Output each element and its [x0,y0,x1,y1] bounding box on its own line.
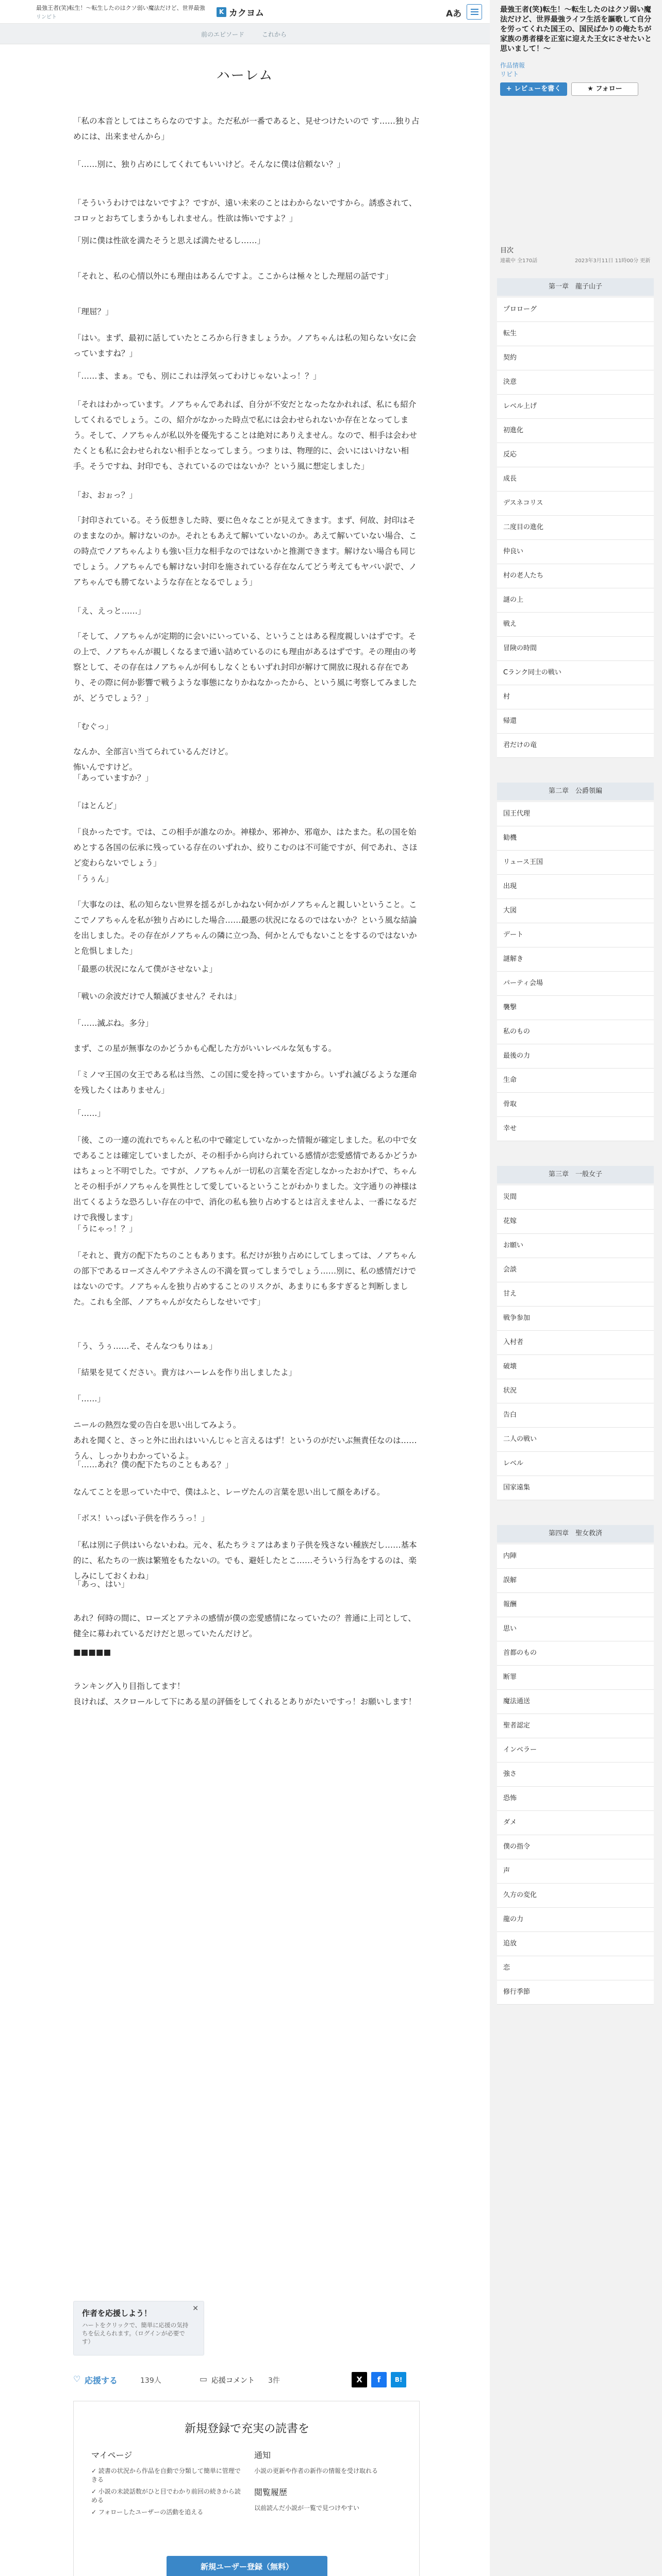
toc-episode-link[interactable]: 告白 [497,1403,654,1428]
episode-title: ハーレム [216,68,274,83]
sidebar-author[interactable]: 作品情報 リピト [500,62,525,78]
toc-episode-link[interactable]: Cランク同士の戦い [497,661,654,685]
toc-episode-link[interactable]: 謎の上 [497,588,654,613]
toc-episode-link[interactable]: 破壊 [497,1355,654,1379]
episode-paragraph: 「……ま、まぁ。でも、別にこれは浮気ってわけじゃないよっ！？」 [73,371,321,381]
notify-title: 通知 [254,2450,271,2460]
episode-paragraph: ランキング入り目指してます！ 良ければ、スクロールして下にある星の評価をしてくれるとありがたいですっ！お願いします！ [73,1682,417,1706]
toc-episode-link[interactable]: 久方の変化 [497,1884,654,1908]
episode-paragraph: 「理屈？」 [73,307,113,316]
register-item: ✓ 小説の未読話数がひと目でわかり前回の続きから読める [91,2488,241,2504]
toc-episode-link[interactable]: 修行季節 [497,1980,654,2005]
toc-episode-link[interactable]: 誤解 [497,1569,654,1593]
toc-episode-link[interactable]: 反応 [497,443,654,467]
toc-episode-link[interactable]: 断罪 [497,1666,654,1690]
toc-episode-link[interactable]: 仲良い [497,540,654,564]
register-item: 以前読んだ小説が一覧で見つけやすい [254,2504,360,2512]
episode-paragraph: 「私の本音としてはこちらなのですよ。ただ私が一番であると、見せつけたいので す……独り占めには、出来ませんから」 [73,116,420,141]
episode-paragraph: 「封印されている。そう仮想きした時、要に色々なことが見えてきます。まず、何故、封印はそのままなのか。解けないのか。それともあえて解いていないのか。あえて解いていない場合、この時点でノアちゃんよりも強い巨力な相手なのではないかと推測できます。解けない場合も同じでしょう。ノアちゃんでも解けない封印を施されている存在なんてどう考えてもヤバい訳で、ノアちゃんでも勝てないような存在となるでしょう」 [73,516,417,587]
toc-episode-link[interactable]: 声 [497,1859,654,1884]
episode-paragraph: 「ボス！いっぱい子供を作ろうっ！」 [73,1514,209,1523]
toc-episode-link[interactable]: 村の老人たち [497,564,654,588]
font-setting-button[interactable]: Aあ [446,9,462,19]
episode-paragraph: 「私は別に子供はいらないわね。元々、私たちラミアはあまり子供を残さない種族だし……基本的に、私たちの一族は繁殖をもたないの。でも、避妊したとこ……そういう行為をするのは、楽しみにしておくわね」 [73,1540,417,1581]
toc-episode-link[interactable]: デート [497,923,654,947]
episode-paragraph: 「それと、貴方の配下たちのこともあります。私だけが独り占めにしてしまっては、ノアちゃんの部下であるローズさんやアテネさんの不満を買ってしまうでしょう……別に、私の感情だけではないのです。ノアちゃんを独り占めすることのリスクが、あまりにも多すぎると判断しました。これも全部、ノアちゃんが女たらしなせいです」 [73,1251,417,1307]
mypage-title: マイページ [91,2450,133,2460]
register-heading: 新規登録で充実の読書を [184,2422,309,2435]
toc-chapter-heading[interactable]: 第三章 一般女子 [497,1166,654,1183]
toc-episode-link[interactable]: レベル上げ [497,395,654,419]
toc-episode-link[interactable]: 僕の指令 [497,1835,654,1859]
x-share-icon[interactable]: X [352,2372,367,2387]
register-panel [73,2401,420,2576]
toc-episode-link[interactable]: 骨取 [497,1093,654,1117]
episode-paragraph: 「あっ、はい」 [73,1580,129,1589]
heart-icon[interactable]: ♡ [73,2374,81,2384]
toc-episode-link[interactable]: 二人の戦い [497,1428,654,1452]
episode-paragraph: なんか、全部言い当てられているんだけど。 怖いんですけど。 [73,747,234,772]
comment-button[interactable]: 応援コメント [211,2377,255,2385]
toc-episode-link[interactable]: 襲撃 [497,996,654,1020]
next-episode-link[interactable]: これから [262,31,287,38]
toc-episode-link[interactable]: 成長 [497,467,654,492]
episode-paragraph: なんてことを思っていた中で、僕はふと、レーヴたんの言葉を思い出して顔をあげる。 [73,1487,385,1497]
episode-paragraph: ■■■■■ [73,1648,111,1657]
toc-chapter-heading[interactable]: 第二章 公爵領編 [497,783,654,800]
comment-count[interactable]: 3件 [268,2377,280,2385]
toc-episode-link[interactable]: 追放 [497,1932,654,1956]
cheer-popup-desc: ハートをクリックで、簡単に応援の気持ちを伝えられます。（ログインが必要です） [82,2321,189,2345]
register-item: ✓ 読書の状況から作品を自動で分類して簡単に管理できる [91,2467,241,2483]
toc-episode-link[interactable]: 契約 [497,346,654,370]
episode-paragraph: 「お、おぉっ？」 [73,490,138,500]
toc-episode-link[interactable]: デスネコリス [497,492,654,516]
follow-button[interactable]: ★ フォロー [571,82,638,96]
author-link[interactable]: リンピト [36,14,57,20]
toc-episode-link[interactable]: 聖者認定 [497,1714,654,1738]
work-updated: 2023年3月11日 11時00分 更新 [575,258,651,264]
prev-episode-link[interactable]: 前のエピソード [201,31,245,38]
episode-nav [0,24,490,44]
episode-paragraph: ニールの熱烈な愛の告白を思い出してみよう。 あれを聞くと、さっと外に出れはいいんじゃと言えるはず！というのがだいぶ無責任なのは……うん、しっかりわかっているよ。 [73,1420,417,1461]
register-item: ✓ フォローしたユーザーの活動を追える [91,2509,204,2516]
episode-paragraph: 「大事なのは、私の知らない世界を揺るがしかねない何かがノアちゃんと親しいということ。ここでノアちゃんを私が独り占めにした場合……最悪の状況になるのではないか？という風な結論を出しました。その存在がノアちゃんの隣に立つ為、何かとんでもないことをするのではないかと危惧しました」 [73,900,417,956]
toc-episode-link[interactable]: 花嫁 [497,1210,654,1234]
toc-episode-link[interactable]: 強さ [497,1762,654,1787]
toc-episode-link[interactable]: 初進化 [497,419,654,443]
toc-episode-link[interactable]: 龍の力 [497,1908,654,1932]
episode-paragraph: 「別に僕は性欲を満たそうと思えば満たせるし……」 [73,236,266,245]
toc-episode-link[interactable]: 国王代理 [497,802,654,826]
episode-paragraph: 「そういうわけではないですよ？ですが、遠い未来のことはわからないですから。誘惑されて、コロッとおちてしまうかもしれません。性欲は怖いですよ？」 [73,198,417,223]
sidebar-work-title[interactable]: 最強王者(笑)転生！～転生したのはクソ弱い魔法だけど、世界最強ライフ生活を謳歌して自分を労ってくれた国王の、国民ばかりの俺たちが家族の勇者様を正室に迎えた王女にさせたいと思いまして！～ [500,6,652,53]
toc-episode-link[interactable]: 君だけの竜 [497,734,654,758]
toc-episode-link[interactable]: 戦争参加 [497,1307,654,1331]
toc-episode-link[interactable]: 冒険の時間 [497,637,654,661]
work-status: 連載中 全170話 [500,258,538,264]
toc-episode-link[interactable]: 勧機 [497,826,654,851]
cheer-button[interactable]: 応援する [85,2376,118,2385]
toc-episode-link[interactable]: 思い [497,1617,654,1641]
toc-episode-link[interactable]: 私のもの [497,1020,654,1044]
episode-body [0,44,490,2576]
history-title: 閲覧履歴 [254,2487,288,2497]
toc-episode-link[interactable]: 入村者 [497,1331,654,1355]
register-item: 小説の更新や作者の新作の情報を受け取れる [254,2467,378,2475]
facebook-share-icon[interactable]: f [371,2372,387,2387]
episode-paragraph: 「後、この一連の流れでちゃんと私の中で確定していなかった情報が確定しました。私の中で女であることは確定していましたが、その相手から向けられている感情が恋愛感情であるかどうかはちょっと不明でした。ですが、ノアちゃんが一切私の言葉を否定しなかったおかげで、ちゃんとその相手がノアちゃんを異性として愛しているということがわかりました。文字通りの神様は出てくるような恐ろしい存在の中で、消化の私も独り占めするとは言えませんよ、一番になるだけで我慢します」 [73,1136,417,1222]
toc-title: 目次 [500,247,514,255]
episode-paragraph: まず、この星が無事なのかどうかも心配した方がいいレベルな気もする。 [73,1044,337,1053]
toc-episode-link[interactable]: パーティ会場 [497,972,654,996]
toc-episode-link[interactable]: インベラー [497,1738,654,1762]
episode-paragraph: 「そして、ノアちゃんが定期的に会いにいっている、ということはある程度親しいはずです。その上で、ノアちゃんが親しくなるまで通い詰めているのにも理由があるはずです。その理由の考察として、その存在はノアちゃんが何もしなくともいずれ封印が解けて開放に現れる存在であり、その際に何か影響で戦うような事態になりかねなかったから、という風に考察してみましたが、どうでしょう？」 [73,632,417,703]
episode-paragraph: あれ？何時の間に、ローズとアテネの感情が僕の恋愛感情になっていたの？普通に上司として、健全に募われているだけだと思っていたんだけど。 [73,1614,416,1638]
review-button[interactable]: + レビューを書く [500,82,567,96]
episode-paragraph: 「はとんど」 [73,801,122,810]
toc-episode-link[interactable]: 災間 [497,1185,654,1210]
close-icon[interactable]: ✕ [192,2304,198,2313]
episode-paragraph: 「……」 [73,1394,106,1403]
toc-episode-link[interactable]: 生命 [497,1069,654,1093]
sidebar [490,0,662,2576]
episode-paragraph: 「良かったです。では、この相手が誰なのか。神様か、邪神か、邪竜か、はたまた。私の国を始めとする各国の伝承に残っている存在のいずれか、絞りこむのは不可能ですが、何であれ、さほど変わらないでしょう」 [73,827,418,868]
toc-episode-link[interactable]: 大図 [497,899,654,923]
episode-paragraph: 「……」 [73,1109,106,1118]
episode-paragraph: 「ミノマ王国の女王である私は当然、この国に愛を持っていますから。いずれ滅びるような運命を残したくはありません」 [73,1070,417,1095]
toc-episode-link[interactable]: 内陣 [497,1545,654,1569]
toc-episode-link[interactable]: 謎解き [497,947,654,972]
menu-icon[interactable] [467,4,482,20]
toc-episode-link[interactable]: 出現 [497,875,654,899]
toc-episode-link[interactable]: お願い [497,1234,654,1258]
register-left-col [91,2449,241,2520]
episode-paragraph: 「はい。まず、最初に話していたところから行きましょうか。ノアちゃんは私の知らない女に会っていますね？」 [73,333,417,358]
toc-episode-link[interactable]: 魔法通送 [497,1690,654,1714]
episode-paragraph: 「……滅ぶね。多分」 [73,1019,154,1028]
episode-paragraph: 「え、えっと……」 [73,606,146,616]
episode-paragraph: 「結果を見てください。貴方はハーレムを作り出しましたよ」 [73,1368,297,1377]
comment-icon: ▭ [200,2374,208,2384]
toc-episode-link[interactable]: 戦え [497,613,654,637]
toc-episode-link[interactable]: ダメ [497,1811,654,1835]
toc-chapter-heading[interactable]: 第四章 聖女救済 [497,1525,654,1543]
hatena-share-icon[interactable]: B! [391,2372,406,2387]
toc-episode-link[interactable]: プロローグ [497,298,654,322]
episode-paragraph: 「むぐっ」 [73,722,113,731]
cheer-popup-title: 作者を応援しよう！ [82,2309,152,2318]
toc-episode-link[interactable]: 報酬 [497,1593,654,1617]
episode-paragraph: 「最悪の状況になんて僕がさせないよ」 [73,964,218,974]
logo-mark-icon: K [217,7,226,17]
cheer-count[interactable]: 139人 [140,2377,161,2385]
site-logo[interactable] [217,6,264,19]
toc-episode-link[interactable]: 首都のもの [497,1641,654,1666]
toc-episode-link[interactable]: 甘え [497,1282,654,1307]
toc-episode-link[interactable]: 幸せ [497,1117,654,1141]
toc-episode-link[interactable]: 決意 [497,370,654,395]
toc-episode-link[interactable]: 国家遠集 [497,1476,654,1500]
toc-episode-link[interactable]: 最後の力 [497,1044,654,1069]
toc-episode-link[interactable]: リュース王国 [497,851,654,875]
toc-episode-link[interactable]: 二度目の進化 [497,516,654,540]
episode-paragraph: 「……別に、独り占めにしてくれてもいいけど。そんなに僕は信頼ない？」 [73,160,345,169]
register-button[interactable]: 新規ユーザー登録（無料） [167,2556,327,2576]
toc-episode-link[interactable]: 帰還 [497,709,654,734]
toc-episode-link[interactable]: 会談 [497,1258,654,1282]
toc-episode-link[interactable]: 転生 [497,322,654,346]
toc-episode-link[interactable]: 村 [497,685,654,709]
toc-episode-link[interactable]: 恐怖 [497,1787,654,1811]
cheer-popup [73,2301,204,2355]
register-right-col [254,2449,404,2516]
work-title-link[interactable]: 最強王者(笑)転生！～転生したのはクソ弱い魔法だけど、世界最強 [36,5,205,11]
episode-paragraph: 「あっていますか？」 [73,773,153,783]
episode-paragraph: 「それはわかっています。ノアちゃんであれば、自分が不安だとなったなかれれば、私にも紹介してくれるでしょう。この、紹介がなかった時点で私には会わせられないか存在となってしまう。そして、ノアちゃんが私以外を優先することは絶対にありえません。なので、相手は会わせたくとも私に会わせられない相手となってしまう。つまりは、物理的に、会いにはいけない相手。そうですね、封印でも、されているのではないか？という風に想定しました」 [73,400,417,471]
episode-paragraph: 「うぅん」 [73,874,113,884]
episode-paragraph: 「……あれ？僕の配下たちのこともある？」 [73,1460,234,1469]
toc-episode-link[interactable]: 状況 [497,1379,654,1403]
site-name: カクヨム [229,8,264,19]
episode-paragraph: 「うにゃっ！？」 [73,1224,137,1233]
toc-episode-link[interactable]: レベル [497,1452,654,1476]
action-bar [73,2369,420,2389]
episode-paragraph: 「戦いの余波だけで人類滅びません？それは」 [73,992,241,1001]
episode-paragraph: 「それと、私の心情以外にも理由はあるんですよ。ここからは極々とした理屈の話です」 [73,272,393,281]
toc-chapter-heading[interactable]: 第一章 龍子山子 [497,278,654,296]
toc-episode-link[interactable]: 恋 [497,1956,654,1980]
episode-paragraph: 「う、うぅ……そ、そんなつもりはぁ」 [73,1342,217,1351]
